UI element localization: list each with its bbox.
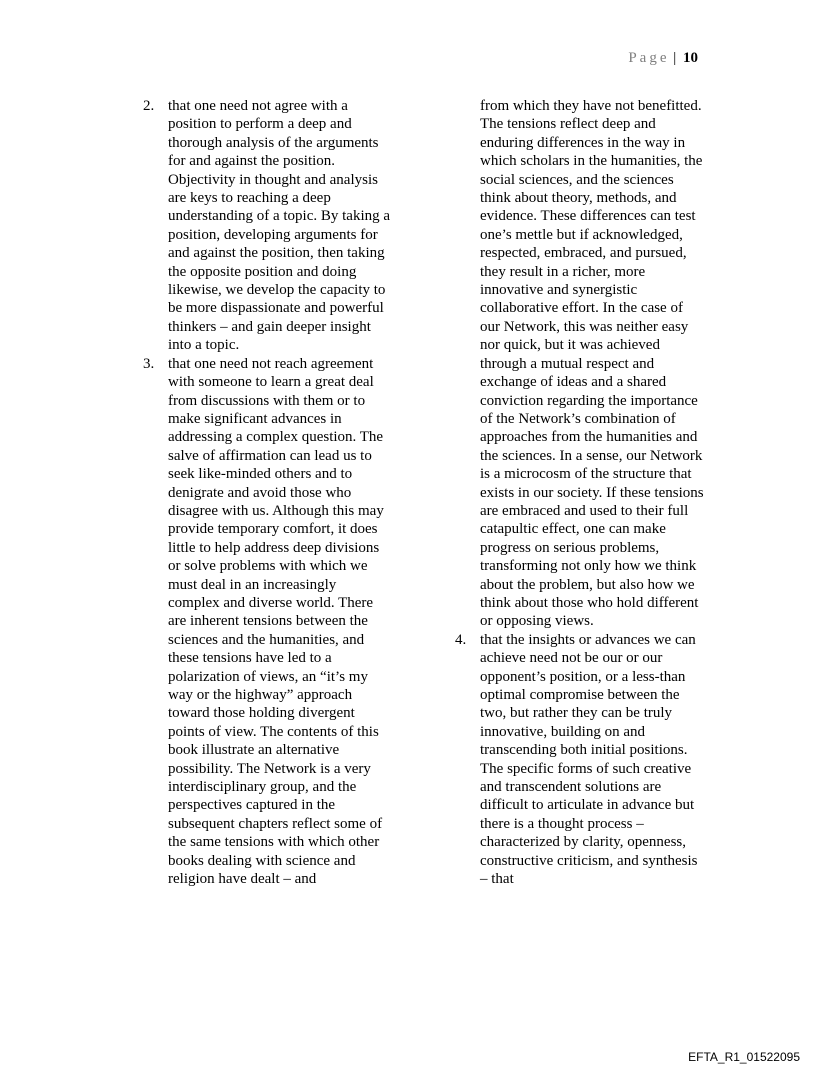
list-item-3 <box>143 355 391 889</box>
list-item-2 <box>143 97 391 355</box>
list-item-4 <box>455 631 705 889</box>
list-item-text: that one need not reach agreement with someone to learn a great deal from discussions with them or to make significant advances in addressing a complex question. The salve of affirmation can lead us to seek like-minded others and to denigrate and avoid those who disagree with us. Although this may provide temporary comfort, it does little to help address deep divisions or solve problems with which we must deal in an increasingly complex and diverse world. There are inherent tensions between the sciences and the humanities, and these tensions have led to a polarization of views, an “it’s my way or the highway” approach toward those holding divergent points of view. The contents of this book illustrate an alternative possibility. The Network is a very interdisciplinary group, and the perspectives captured in the subsequent chapters reflect some of the same tensions with which other books dealing with science and religion have dealt – and <box>168 355 384 888</box>
list-item-text: that one need not agree with a position to perform a deep and thorough analysis of the arguments for and against the position. Objectivity in thought and analysis are keys to reaching a deep understanding of a topic. By taking a position, developing arguments for and against the position, then taking the opposite position and doing likewise, we develop the capacity to be more dispassionate and powerful thinkers – and gain deeper insight into a topic. <box>168 98 391 354</box>
page-number: 10 <box>683 50 698 66</box>
list-item-number: 3. <box>143 355 155 372</box>
list-item-3-continued: from which they have not benefitted. The tensions reflect deep and enduring differences in the way in which scholars in the humanities, the social sciences, and the sciences think about theory, methods, and evidence. These differences can test one’s mettle but if acknowledged, respected, embraced, and pursued, they result in a richer, more innovative and synergistic collaborative effort. In the case of our Network, this was neither easy nor quick, but it was achieved through a mutual respect and exchange of ideas and a shared conviction regarding the importance of the Network’s combination of approaches from the humanities and the sciences. In a sense, our Network is a microcosm of the structure that exists in our society. If these tensions are embraced and used to their full catapultic effect, one can make progress on serious problems, transforming not only how we think about the problem, but also how we think about those who hold different or opposing views. <box>480 98 704 630</box>
page-header <box>628 49 698 67</box>
right-column <box>455 97 705 888</box>
list-item-number: 4. <box>455 631 467 648</box>
list-item-number: 2. <box>143 98 155 114</box>
list-item-text: that the insights or advances we can achieve need not be our or our opponent’s position, or a less-than optimal compromise between the two, but rather they can be truly innovative, building on and transcending both initial positions. The specific forms of such creative and transcendent solutions are difficult to articulate in advance but there is a thought process – characterized by clarity, openness, constructive criticism, and synthesis – that <box>480 631 698 888</box>
page-separator: | <box>673 50 677 66</box>
left-column <box>143 97 391 888</box>
page-label: Page <box>628 50 670 66</box>
document-id: EFTA_R1_01522095 <box>688 1050 800 1064</box>
